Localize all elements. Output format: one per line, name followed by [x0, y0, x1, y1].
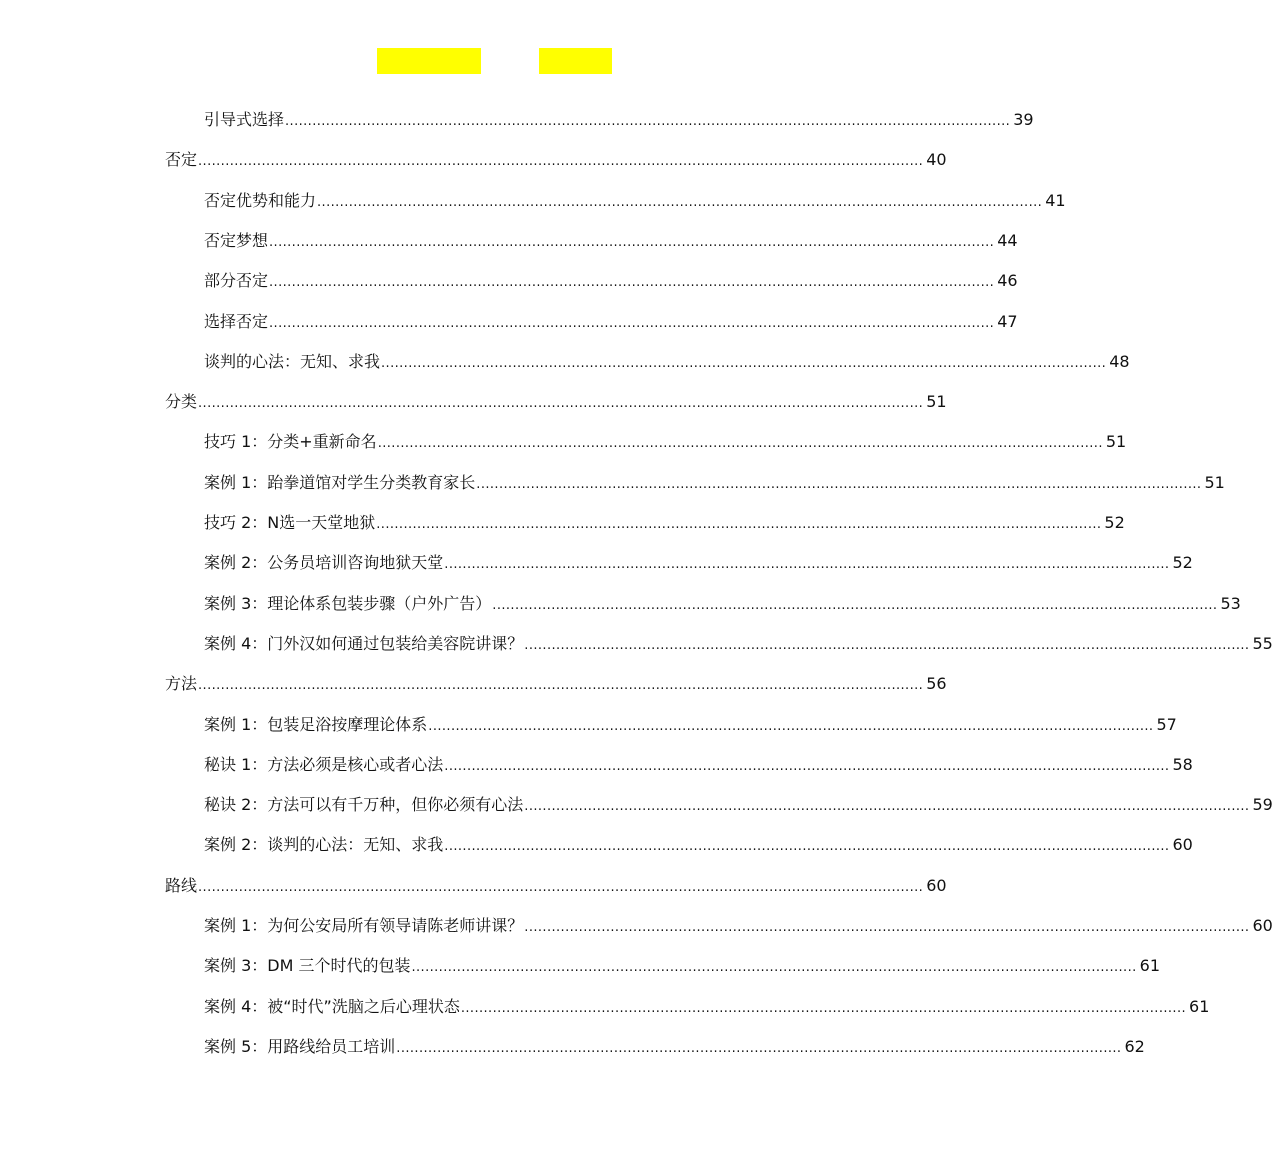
toc-page-number: 59 — [1252, 795, 1273, 815]
toc-entry-label: 案例 3：DM 三个时代的包装 — [204, 956, 411, 976]
toc-entry-label: 案例 4：被“时代”洗脑之后心理状态 — [204, 996, 460, 1016]
toc-page-number: 57 — [1156, 714, 1177, 734]
toc-entry[interactable] — [204, 826, 1193, 856]
toc-entry[interactable] — [204, 222, 1018, 252]
toc-leader-dots: ................................................................................................................................................................ — [476, 476, 1202, 492]
toc-entry-label: 分类 — [165, 392, 198, 412]
toc-leader-dots: ................................................................................................................................................................ — [376, 517, 1102, 532]
toc-entry[interactable] — [165, 141, 947, 171]
toc-page-number: 39 — [1013, 110, 1034, 129]
toc-leader-dots: ................................................................................................................................................................ — [269, 275, 995, 291]
toc-page-number: 52 — [1172, 553, 1193, 573]
toc-entry[interactable] — [204, 182, 1066, 212]
toc-leader-dots: ................................................................................................................................................................ — [269, 234, 995, 250]
toc-page-number: 40 — [926, 150, 947, 170]
toc-page-number: 56 — [926, 674, 947, 694]
toc-entry-label: 技巧 2：N选一天堂地狱 — [204, 513, 376, 532]
toc-leader-dots: ................................................................................................................................................................ — [444, 758, 1170, 774]
toc-leader-dots: ................................................................................................................................................................ — [492, 597, 1218, 613]
toc-page-number: 61 — [1139, 956, 1161, 976]
toc-leader-dots: ................................................................................................................................................................ — [317, 194, 1043, 210]
toc-leader-dots: ................................................................................................................................................................ — [411, 960, 1137, 976]
toc-entry[interactable] — [204, 544, 1193, 574]
toc-entry[interactable] — [165, 867, 947, 897]
toc-entry-label: 案例 1：为何公安局所有领导请陈老师讲课？ — [204, 916, 524, 935]
toc-page-number: 61 — [1189, 996, 1210, 1016]
toc-page-number: 58 — [1172, 754, 1193, 774]
toc-entry-label: 否定梦想 — [204, 230, 269, 250]
toc-leader-dots: ................................................................................................................................................................ — [198, 879, 924, 895]
toc-page-number: 46 — [997, 271, 1018, 291]
toc-page-number: 53 — [1220, 593, 1241, 613]
toc-entry-label: 案例 5：用路线给员工培训 — [204, 1036, 396, 1056]
toc-page-number: 41 — [1045, 190, 1066, 210]
toc-page-number: 62 — [1124, 1036, 1145, 1056]
toc-entry[interactable] — [204, 786, 1273, 816]
toc-entry-label: 引导式选择 — [204, 110, 285, 129]
toc-page-number: 44 — [997, 230, 1018, 250]
toc-entry-label: 部分否定 — [204, 271, 269, 291]
toc-page-number: 52 — [1104, 513, 1125, 532]
toc-page-number: 51 — [1105, 432, 1127, 452]
toc-leader-dots: ................................................................................................................................................................ — [524, 799, 1250, 815]
toc-page-number: 60 — [1172, 835, 1193, 855]
toc-entry[interactable] — [204, 343, 1130, 373]
toc-page-number: 55 — [1252, 633, 1273, 653]
toc-entry[interactable] — [204, 504, 1125, 534]
toc-page-number: 60 — [926, 875, 947, 895]
toc-entry[interactable] — [204, 464, 1225, 494]
toc-entry-label: 秘诀 2：方法可以有千万种，但你必须有心法 — [204, 795, 524, 815]
toc-entry-label: 案例 2：谈判的心法：无知、求我 — [204, 835, 444, 855]
toc-leader-dots: ................................................................................................................................................................ — [377, 436, 1103, 452]
toc-entry[interactable] — [204, 746, 1193, 776]
toc-leader-dots: ................................................................................................................................................................ — [524, 920, 1250, 935]
toc-entry-label: 技巧 1：分类+重新命名 — [204, 432, 377, 452]
toc-entry-label: 选择否定 — [204, 311, 269, 331]
toc-leader-dots: ................................................................................................................................................................ — [198, 678, 924, 694]
toc-page-number: 51 — [926, 392, 947, 412]
toc-entry-label: 秘诀 1：方法必须是核心或者心法 — [204, 754, 444, 774]
toc-leader-dots: ................................................................................................................................................................ — [444, 839, 1170, 855]
toc-entry-label: 路线 — [165, 875, 198, 895]
toc-entry[interactable] — [204, 988, 1210, 1018]
toc-entry[interactable] — [204, 625, 1273, 655]
toc-entry[interactable] — [204, 423, 1127, 453]
toc-entry-label: 案例 1：包装足浴按摩理论体系 — [204, 714, 428, 734]
toc-entry-label: 案例 4：门外汉如何通过包装给美容院讲课？ — [204, 633, 524, 653]
toc-entry[interactable] — [204, 907, 1273, 937]
toc-leader-dots: ................................................................................................................................................................ — [198, 154, 924, 170]
toc-entry[interactable] — [204, 101, 1034, 131]
toc-entry-label: 谈判的心法：无知、求我 — [204, 351, 381, 371]
toc-page-number: 48 — [1109, 351, 1130, 371]
toc-entry-label: 否定 — [165, 150, 198, 170]
toc-entry[interactable] — [204, 262, 1018, 292]
toc-page-number: 60 — [1252, 916, 1273, 935]
toc-leader-dots: ................................................................................................................................................................ — [524, 637, 1250, 653]
toc-leader-dots: ................................................................................................................................................................ — [269, 315, 995, 331]
toc-entry[interactable] — [165, 665, 947, 695]
toc-entry-label: 否定优势和能力 — [204, 190, 317, 210]
toc-entry[interactable] — [204, 1028, 1145, 1058]
toc-entry[interactable] — [204, 303, 1018, 333]
toc-leader-dots: ................................................................................................................................................................ — [444, 557, 1170, 573]
toc-leader-dots: ................................................................................................................................................................ — [396, 1040, 1122, 1056]
toc-entry-label: 案例 1：跆拳道馆对学生分类教育家长 — [204, 472, 476, 492]
toc-page-number: 47 — [997, 311, 1018, 331]
toc-leader-dots: ................................................................................................................................................................ — [381, 355, 1107, 371]
toc-entry[interactable] — [204, 585, 1241, 615]
toc-entry[interactable] — [204, 706, 1177, 736]
toc-entry[interactable] — [165, 383, 947, 413]
toc-entry[interactable] — [204, 947, 1161, 977]
toc-leader-dots: ................................................................................................................................................................ — [460, 1000, 1187, 1016]
toc-entry-label: 方法 — [165, 674, 198, 694]
toc-leader-dots: ................................................................................................................................................................ — [428, 718, 1154, 734]
toc-entry-label: 案例 2：公务员培训咨询地狱天堂 — [204, 553, 444, 573]
toc-leader-dots: ................................................................................................................................................................ — [285, 114, 1011, 129]
toc-page-number: 51 — [1204, 472, 1225, 492]
toc-leader-dots: ................................................................................................................................................................ — [198, 396, 924, 412]
toc-entry-label: 案例 3：理论体系包装步骤（户外广告） — [204, 593, 492, 613]
